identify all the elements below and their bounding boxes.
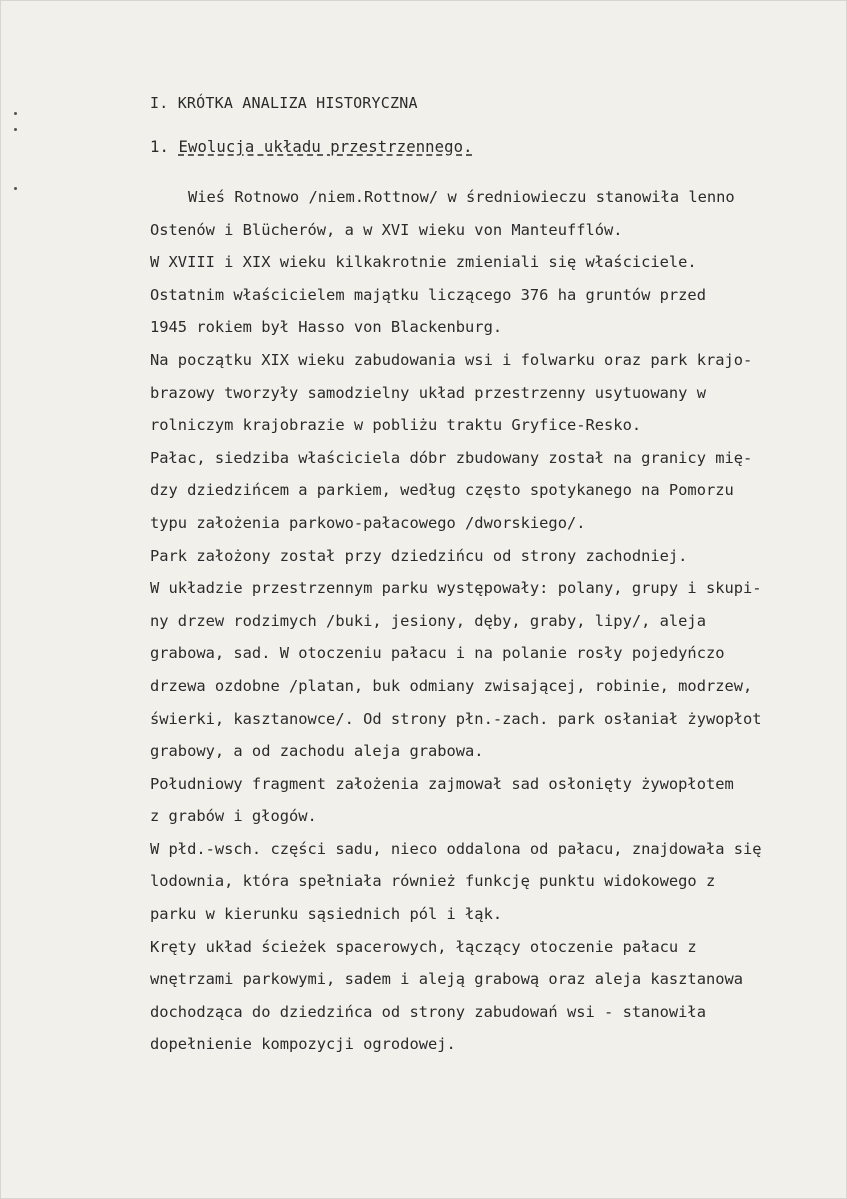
text-line: lodownia, która spełniała również funkcję punktu widokowego z	[150, 872, 716, 891]
text-line: wnętrzami parkowymi, sadem i aleją grabową oraz aleja kasztanowa	[150, 970, 744, 989]
text-line: rolniczym krajobrazie w pobliżu traktu Gryfice-Resko.	[150, 416, 642, 435]
text-line: dopełnienie kompozycji ogrodowej.	[150, 1035, 456, 1054]
text-line: grabowy, a od zachodu aleja grabowa.	[150, 742, 484, 761]
body-text	[150, 181, 762, 1061]
text-line: z grabów i głogów.	[150, 807, 317, 826]
text-line: dochodząca do dziedzińca od strony zabudowań wsi - stanowiła	[150, 1002, 706, 1021]
document-heading: I. KRÓTKA ANALIZA HISTORYCZNA	[150, 94, 418, 112]
text-line: W płd.-wsch. części sadu, nieco oddalona od pałacu, znajdowała się	[150, 839, 762, 858]
section-title: Ewolucja układu przestrzennego.	[178, 138, 473, 156]
text-line: grabowa, sad. W otoczeniu pałacu i na polanie rosły pojedyńczo	[150, 644, 725, 663]
text-line: Ostenów i Blücherów, a w XVI wieku von Manteufflów.	[150, 220, 623, 239]
binder-hole-mark	[14, 112, 17, 115]
text-line: Ostatnim właścicielem majątku liczącego 376 ha gruntów przed	[150, 285, 706, 304]
text-line: Pałac, siedziba właściciela dóbr zbudowany został na granicy mię-	[150, 448, 753, 467]
text-line: Południowy fragment założenia zajmował sad osłonięty żywopłotem	[150, 774, 734, 793]
text-line: 1945 rokiem był Hasso von Blackenburg.	[150, 318, 503, 337]
text-line: parku w kierunku sąsiednich pól i łąk.	[150, 905, 503, 924]
binder-hole-mark	[14, 187, 17, 190]
section-number: 1.	[150, 138, 169, 156]
text-line: typu założenia parkowo-pałacowego /dworskiego/.	[150, 513, 586, 532]
text-line: Na początku XIX wieku zabudowania wsi i folwarku oraz park krajo-	[150, 350, 753, 369]
text-line: dzy dziedzińcem a parkiem, według często spotykanego na Pomorzu	[150, 481, 734, 500]
text-line: ny drzew rodzimych /buki, jesiony, dęby, graby, lipy/, aleja	[150, 611, 706, 630]
text-line: Wieś Rotnowo /niem.Rottnow/ w średniowieczu stanowiła lenno	[188, 188, 735, 206]
binder-hole-mark	[14, 128, 17, 131]
text-line: W XVIII i XIX wieku kilkakrotnie zmieniali się właściciele.	[150, 253, 697, 272]
section-subheading	[150, 138, 473, 156]
text-line: Kręty układ ścieżek spacerowych, łączący otoczenie pałacu z	[150, 937, 697, 956]
text-line: W układzie przestrzennym parku występowały: polany, grupy i skupi-	[150, 579, 762, 598]
text-line: drzewa ozdobne /platan, buk odmiany zwisającej, robinie, modrzew,	[150, 676, 753, 695]
text-line: świerki, kasztanowce/. Od strony płn.-zach. park osłaniał żywopłot	[150, 709, 762, 728]
text-line: Park założony został przy dziedzińcu od strony zachodniej.	[150, 546, 688, 565]
text-line: brazowy tworzyły samodzielny układ przestrzenny usytuowany w	[150, 383, 706, 402]
